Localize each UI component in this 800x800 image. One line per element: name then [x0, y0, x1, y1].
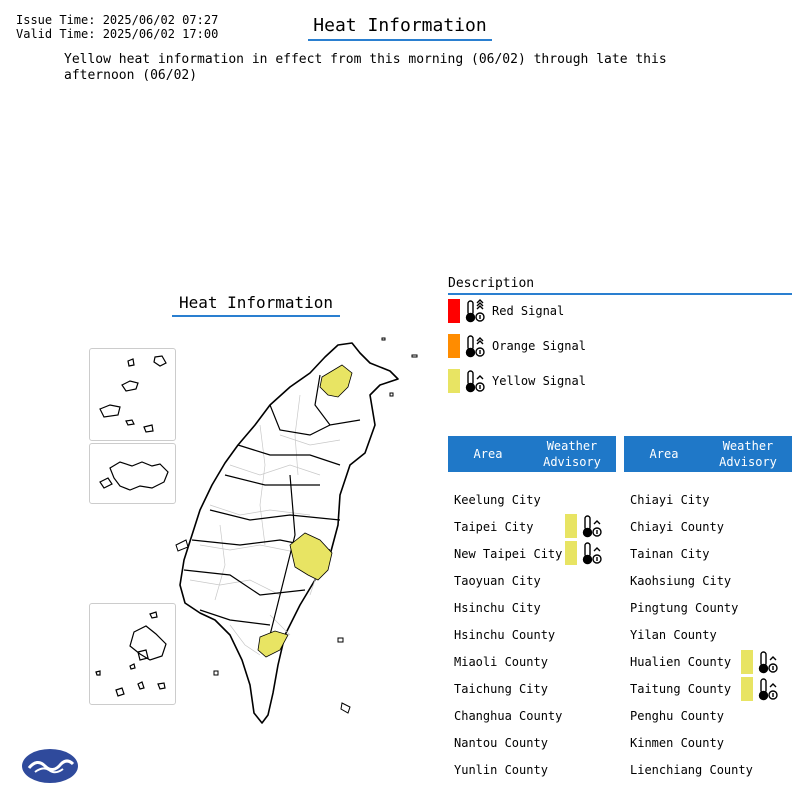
area-name: Tainan City — [630, 546, 710, 561]
area-table-left — [448, 436, 616, 784]
header-area: Area — [649, 447, 679, 461]
header-advisory: Weather Advisory — [719, 439, 777, 469]
area-name: Kaohsiung City — [630, 573, 732, 588]
advisory-indicator — [741, 677, 779, 701]
thermometer-heat-icon — [581, 541, 603, 565]
area-name: Yunlin County — [454, 763, 548, 778]
area-name: Taitung County — [630, 682, 732, 697]
area-name: Nantou County — [454, 736, 548, 751]
area-name: Taoyuan City — [454, 573, 541, 588]
table-row — [624, 540, 792, 567]
page-title: Heat Information — [308, 14, 492, 41]
inset-penghu — [89, 603, 176, 705]
header-area: Area — [473, 447, 503, 461]
table-header — [624, 436, 792, 472]
yellow-swatch — [741, 677, 753, 701]
table-row — [624, 621, 792, 648]
advisory-indicator — [741, 650, 779, 674]
area-name: Chiayi County — [630, 519, 724, 534]
summary-text: Yellow heat information in effect from this morning (06/02) through late this afternoon (06/02) — [64, 52, 667, 83]
area-name: Taichung City — [454, 682, 548, 697]
table-row — [624, 757, 792, 784]
table-row — [448, 730, 616, 757]
map-title: Heat Information — [172, 292, 340, 317]
thermometer-heat-icon — [464, 334, 486, 358]
area-name: Lienchiang County — [630, 763, 753, 778]
area-name: Taipei City — [454, 519, 534, 534]
table-row — [624, 594, 792, 621]
inset-kinmen — [89, 443, 176, 504]
islet — [412, 355, 417, 357]
valid-time: Valid Time: 2025/06/02 17:00 — [16, 27, 219, 41]
taiwan-island-outline — [180, 343, 398, 723]
legend-item-red — [448, 299, 564, 323]
header-advisory: Weather Advisory — [543, 439, 601, 469]
table-row — [624, 649, 792, 676]
islet — [382, 338, 385, 340]
thermometer-heat-icon — [464, 299, 486, 323]
table-row — [448, 594, 616, 621]
islet — [338, 638, 343, 642]
area-name: Miaoli County — [454, 655, 548, 670]
thermometer-heat-icon — [757, 677, 779, 701]
legend-label-yellow: Yellow Signal — [492, 374, 586, 388]
advisory-indicator — [565, 514, 603, 538]
advisory-indicator — [565, 541, 603, 565]
inset-lienchiang — [89, 348, 176, 441]
issue-time: Issue Time: 2025/06/02 07:27 — [16, 13, 219, 27]
islet — [341, 703, 350, 713]
legend-label-red: Red Signal — [492, 304, 565, 318]
yellow-swatch — [565, 541, 577, 565]
thermometer-heat-icon — [757, 650, 779, 674]
thermometer-heat-icon — [464, 369, 486, 393]
area-name: Chiayi City — [630, 492, 710, 507]
red-swatch — [448, 299, 460, 323]
legend-item-orange — [448, 334, 586, 358]
yellow-swatch — [448, 369, 460, 393]
table-row — [448, 621, 616, 648]
islet — [176, 540, 188, 551]
thermometer-heat-icon — [581, 514, 603, 538]
taiwan-map — [170, 335, 430, 730]
table-row — [448, 649, 616, 676]
table-row — [448, 486, 616, 513]
area-name: Hsinchu City — [454, 600, 541, 615]
orange-swatch — [448, 334, 460, 358]
legend-title: Description — [448, 276, 792, 295]
table-row — [624, 703, 792, 730]
table-row — [448, 703, 616, 730]
area-table-right — [624, 436, 792, 784]
table-row — [448, 757, 616, 784]
area-name: Hsinchu County — [454, 628, 556, 643]
table-row — [624, 486, 792, 513]
table-row — [624, 567, 792, 594]
issue-info — [16, 13, 218, 41]
islet — [390, 393, 393, 396]
yellow-swatch — [565, 514, 577, 538]
cwa-logo — [21, 748, 79, 784]
table-header — [448, 436, 616, 472]
area-name: Kinmen County — [630, 736, 724, 751]
table-row — [624, 730, 792, 757]
area-name: Changhua County — [454, 709, 563, 724]
area-name: Hualien County — [630, 655, 732, 670]
yellow-swatch — [741, 650, 753, 674]
table-row — [448, 676, 616, 703]
area-name: New Taipei City — [454, 546, 563, 561]
area-name: Penghu County — [630, 709, 724, 724]
area-name: Pingtung County — [630, 600, 739, 615]
islet — [214, 671, 218, 675]
table-row — [624, 513, 792, 540]
table-row — [448, 540, 616, 567]
legend-item-yellow — [448, 369, 586, 393]
table-row — [448, 567, 616, 594]
table-row — [448, 513, 616, 540]
area-name: Keelung City — [454, 492, 541, 507]
area-name: Yilan County — [630, 628, 717, 643]
legend-label-orange: Orange Signal — [492, 339, 586, 353]
table-row — [624, 676, 792, 703]
